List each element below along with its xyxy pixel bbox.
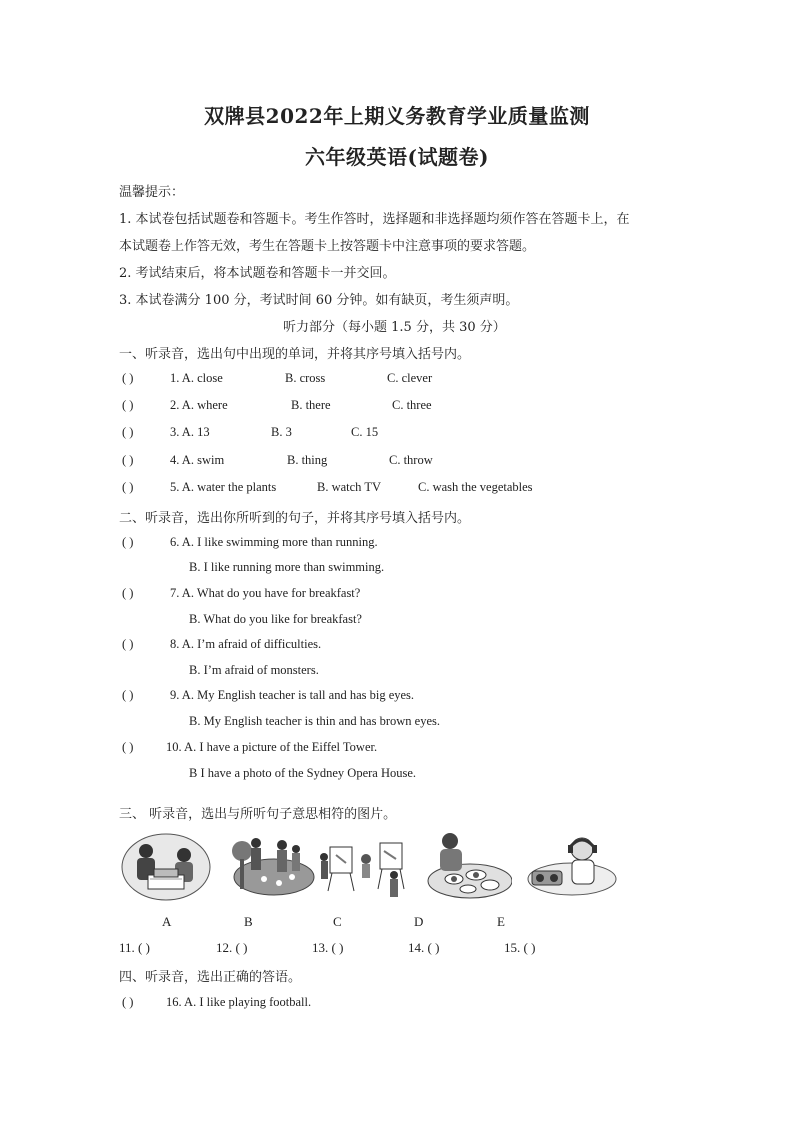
question-8-option-b: B. I’m afraid of monsters. xyxy=(189,663,319,677)
children-painting-icon xyxy=(318,829,410,901)
picture-label-c: C xyxy=(333,914,342,929)
option-a: 10. A. I have a picture of the Eiffel Tower. xyxy=(166,740,378,754)
question-10-option-b: B I have a photo of the Sydney Opera House. xyxy=(189,766,417,780)
option-b: B. watch TV xyxy=(317,480,381,494)
tips-line-1: 1. 本试卷包括试题卷和答题卡。考生作答时，选择题和非选择题均须作答在答题卡上，在 xyxy=(119,212,630,227)
option-c: C. throw xyxy=(389,453,433,467)
answer-slot-11[interactable]: 11. ( ) xyxy=(119,940,150,955)
tips-heading: 温馨提示： xyxy=(119,185,185,200)
answer-paren[interactable]: ( ) xyxy=(122,535,134,549)
tips-line-2: 2. 考试结束后，将本试题卷和答题卡一并交回。 xyxy=(119,266,396,281)
option-a: 3. A. 13 xyxy=(170,425,210,439)
exam-subtitle: 六年级英语(试题卷) xyxy=(305,145,489,169)
listening-heading: 听力部分（每小题 1.5 分，共 30 分） xyxy=(283,320,506,335)
answer-slot-15[interactable]: 15. ( ) xyxy=(504,940,536,955)
section4-heading: 四、听录音，选出正确的答语。 xyxy=(119,970,302,985)
people-playing-chess-icon xyxy=(120,829,212,901)
answer-paren[interactable]: ( ) xyxy=(122,453,134,467)
answer-paren[interactable]: ( ) xyxy=(122,425,134,439)
option-a: 1. A. close xyxy=(170,371,223,385)
tips-line-1b: 本试题卷上作答无效，考生在答题卡上按答题卡中注意事项的要求答题。 xyxy=(119,239,536,254)
option-c: C. wash the vegetables xyxy=(418,480,533,494)
section1-heading: 一、听录音，选出句中出现的单词，并将其序号填入括号内。 xyxy=(119,347,471,362)
option-c: C. three xyxy=(392,398,432,412)
option-b: B. 3 xyxy=(271,425,292,439)
picture-label-b: B xyxy=(244,914,253,929)
answer-slot-12[interactable]: 12. ( ) xyxy=(216,940,248,955)
answer-paren[interactable]: ( ) xyxy=(122,637,134,651)
option-b: B. thing xyxy=(287,453,328,467)
exam-title: 双牌县2022年上期义务教育学业质量监测 xyxy=(204,104,590,128)
picture-label-e: E xyxy=(497,914,505,929)
option-a: 7. A. What do you have for breakfast? xyxy=(170,586,361,600)
answer-paren[interactable]: ( ) xyxy=(122,586,134,600)
option-a: 2. A. where xyxy=(170,398,228,412)
answer-paren[interactable]: ( ) xyxy=(122,371,134,385)
man-eating-meal-icon xyxy=(420,829,512,901)
option-c: C. clever xyxy=(387,371,433,385)
answer-paren[interactable]: ( ) xyxy=(122,398,134,412)
option-b: B. there xyxy=(291,398,331,412)
picture-label-d: D xyxy=(414,914,424,929)
answer-paren[interactable]: ( ) xyxy=(122,480,134,494)
question-7-option-b: B. What do you like for breakfast? xyxy=(189,612,362,626)
answer-slot-14[interactable]: 14. ( ) xyxy=(408,940,440,955)
tips-line-3: 3. 本试卷满分 100 分，考试时间 60 分钟。如有缺页，考生须声明。 xyxy=(119,293,519,308)
question-6-option-b: B. I like running more than swimming. xyxy=(189,560,385,574)
answer-paren[interactable]: ( ) xyxy=(122,688,134,702)
option-a: 9. A. My English teacher is tall and has big eyes. xyxy=(170,688,415,702)
section2-heading: 二、听录音，选出你所听到的句子，并将其序号填入括号内。 xyxy=(119,511,471,526)
option-c: C. 15 xyxy=(351,425,379,439)
family-in-garden-icon xyxy=(224,829,316,901)
option-a: 8. A. I’m afraid of difficulties. xyxy=(170,637,322,651)
question-9-option-b: B. My English teacher is thin and has brown eyes. xyxy=(189,714,440,728)
boy-listening-music-icon xyxy=(526,829,618,901)
answer-paren[interactable]: ( ) xyxy=(122,995,134,1009)
answer-paren[interactable]: ( ) xyxy=(122,740,134,754)
option-a: 6. A. I like swimming more than running. xyxy=(170,535,378,549)
answer-slot-13[interactable]: 13. ( ) xyxy=(312,940,344,955)
option-a: 5. A. water the plants xyxy=(170,480,277,494)
option-a: 16. A. I like playing football. xyxy=(166,995,312,1009)
picture-label-a: A xyxy=(162,914,172,929)
section3-heading: 三、 听录音，选出与所听句子意思相符的图片。 xyxy=(119,807,397,822)
option-a: 4. A. swim xyxy=(170,453,225,467)
option-b: B. cross xyxy=(285,371,326,385)
